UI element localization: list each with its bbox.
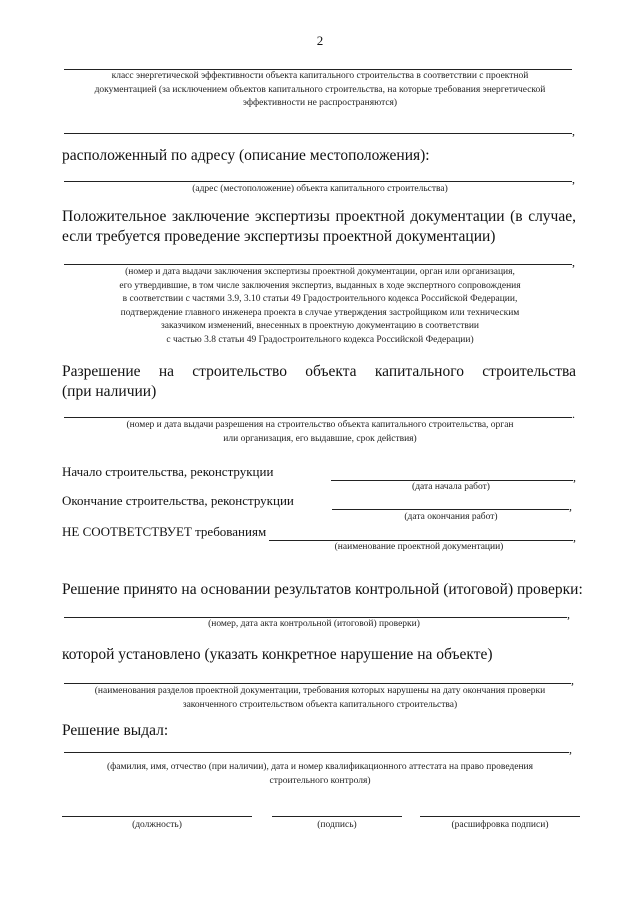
violation-caption: (наименования разделов проектной документации, требования которых нарушены на дату окончания проверки законченного строительством объекта капитального строительства) xyxy=(94,686,546,710)
comma: , xyxy=(567,607,570,621)
expertise-caption: (номер и дата выдачи заключения экспертизы проектной документации, орган или организация, его утвердившие, в том числе заключения экспертиз, выданных в ходе экспертного сопровождения в соответствии с частями 3.9, 3.10 статьи 49 Градостроительного кодекса Российской Федерации, подтверждение главного инженера проекта в случае утверждения застройщиком или техническим заказчиком изменений, внесенных в проектную документацию в соответствии с частью 3.8 статьи 49 Градостроительного кодекса Российской Федерации) xyxy=(119,267,521,345)
position-caption: (должность) xyxy=(132,820,182,830)
decision-basis-caption: (номер, дата акта контрольной (итоговой) проверки) xyxy=(208,619,420,629)
located-label: расположенный по адресу (описание местоположения): xyxy=(62,147,430,164)
energy-class-caption: класс энергетической эффективности объекта капитального строительства в соответствии с проектной документацией (за исключением объектов капитального строительства, на которые требования энергетической эффективности не распространяются) xyxy=(94,71,546,108)
permit-heading-line2: (при наличии) xyxy=(62,383,157,400)
page-number: 2 xyxy=(316,33,324,48)
end-caption: (дата окончания работ) xyxy=(404,512,498,522)
signature-line xyxy=(272,816,402,817)
nonconform-label: НЕ СООТВЕТСТВУЕТ требованиям xyxy=(62,524,267,539)
position-line xyxy=(62,816,252,817)
expertise-line xyxy=(64,264,572,265)
comma: , xyxy=(572,172,575,186)
address-caption: (адрес (местоположение) объекта капитального строительства) xyxy=(192,184,448,194)
permit-heading: Разрешение на строительство объекта капитального строительства xyxy=(62,363,576,380)
end-label: Окончание строительства, реконструкции xyxy=(62,493,294,508)
period: . xyxy=(572,407,575,421)
violation-label: которой установлено (указать конкретное нарушение на объекте) xyxy=(62,646,493,663)
issued-by-caption: (фамилия, имя, отчество (при наличии), дата и номер квалификационного аттестата на право проведения строительного контроля) xyxy=(106,762,534,786)
decryption-caption: (расшифровка подписи) xyxy=(451,820,549,830)
comma: , xyxy=(571,673,574,687)
decryption-line xyxy=(420,816,580,817)
comma: , xyxy=(572,124,575,138)
address-line xyxy=(64,181,572,182)
signature-caption: (подпись) xyxy=(317,820,357,830)
violation-line xyxy=(64,683,571,684)
start-caption: (дата начала работ) xyxy=(412,482,490,492)
comma: , xyxy=(573,530,576,544)
end-date-line xyxy=(332,509,569,510)
issued-by-label: Решение выдал: xyxy=(62,722,169,739)
decision-basis-label: Решение принято на основании результатов контрольной (итоговой) проверки: xyxy=(62,581,583,598)
expertise-heading: Положительное заключение экспертизы проектной документации (в случае, если требуется проведение экспертизы проектной документации) xyxy=(62,208,576,245)
comma: , xyxy=(573,470,576,484)
comma: , xyxy=(572,255,575,269)
comma: , xyxy=(569,742,572,756)
nonconform-caption: (наименование проектной документации) xyxy=(334,542,504,552)
permit-line xyxy=(64,417,572,418)
comma: , xyxy=(569,499,572,513)
permit-caption: (номер и дата выдачи разрешения на строительство объекта капитального строительства, орган или организация, его выдавшие, срок действия) xyxy=(126,420,514,444)
issued-by-line xyxy=(64,752,569,753)
energy-class-value-line xyxy=(64,133,572,134)
start-label: Начало строительства, реконструкции xyxy=(62,464,274,479)
